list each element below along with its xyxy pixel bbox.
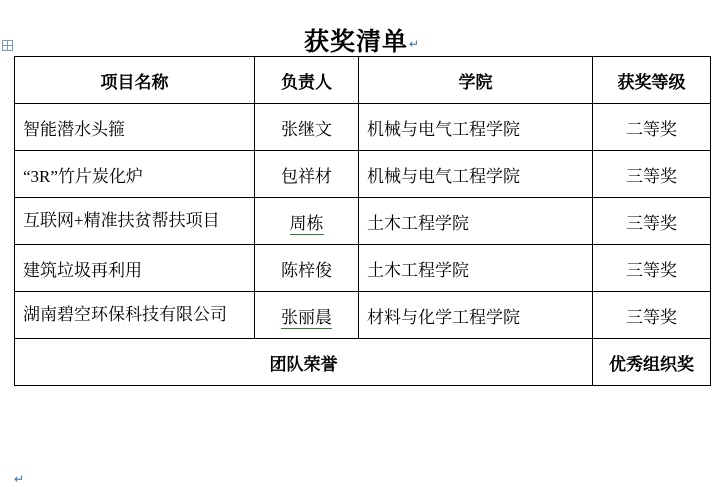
cell-college: 机械与电气工程学院 — [359, 104, 593, 151]
cell-award: 三等奖 — [593, 292, 711, 339]
page-title — [0, 22, 724, 58]
cell-college: 土木工程学院 — [359, 245, 593, 292]
table-row — [15, 151, 711, 198]
table-row — [15, 292, 711, 339]
footer-value: 优秀组织奖 — [593, 339, 711, 386]
cell-award: 三等奖 — [593, 198, 711, 245]
cell-project: “3R”竹片炭化炉 — [15, 151, 255, 198]
cell-award: 三等奖 — [593, 245, 711, 292]
page-title-text: 获奖清单 — [303, 29, 408, 56]
table-row — [15, 198, 711, 245]
cell-leader-text: 周栋 — [289, 213, 324, 233]
table-header-award: 获奖等级 — [593, 57, 711, 104]
cell-project: 建筑垃圾再利用 — [15, 245, 255, 292]
cell-college: 土木工程学院 — [359, 198, 593, 245]
cell-project: 互联网+精准扶贫帮扶项目 — [15, 198, 255, 245]
footer-label: 团队荣誉 — [15, 339, 593, 386]
trailing-paragraph-mark: ↵ — [14, 472, 25, 486]
cell-leader: 陈梓俊 — [255, 245, 359, 292]
cell-college: 机械与电气工程学院 — [359, 151, 593, 198]
table-header-row — [15, 57, 711, 104]
table-header-leader: 负责人 — [255, 57, 359, 104]
cell-leader-text: 张丽晨 — [281, 307, 332, 327]
cell-leader — [255, 292, 359, 339]
table-header-project: 项目名称 — [15, 57, 255, 104]
table-row — [15, 245, 711, 292]
cell-leader — [255, 198, 359, 245]
table-header-college: 学院 — [359, 57, 593, 104]
cell-award: 二等奖 — [593, 104, 711, 151]
cell-award: 三等奖 — [593, 151, 711, 198]
table-footer-row — [15, 339, 711, 386]
paragraph-mark: ↵ — [408, 36, 421, 51]
cell-project: 智能潜水头箍 — [15, 104, 255, 151]
cell-college: 材料与化学工程学院 — [359, 292, 593, 339]
cell-leader: 包祥材 — [255, 151, 359, 198]
cell-project: 湖南碧空环保科技有限公司 — [15, 292, 255, 339]
award-table — [14, 56, 711, 386]
table-row — [15, 104, 711, 151]
cell-leader: 张继文 — [255, 104, 359, 151]
